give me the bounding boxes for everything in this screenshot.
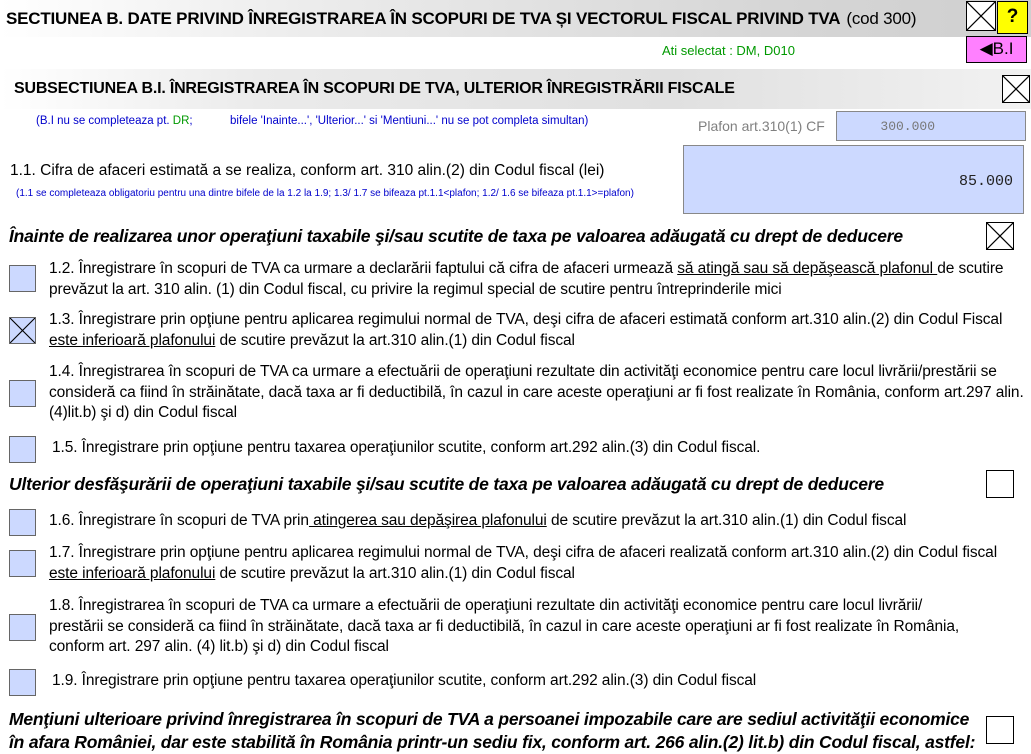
item-1-8-text: 1.8. Înregistrarea în scopuri de TVA ca urmare a efectuării de operaţiuni rezultate din activităţi economice pentru care locul livrării/ prestării se consideră ca fiind în străinătate, dacă taxa ar fi deductibilă, în cazul in care aceste operaţiuni ar fi fost realizate în România, conform art. 297 alin. (4) lit.b) şi d) din Codul fiscal bbox=[49, 597, 960, 655]
ulterior-checkbox[interactable] bbox=[986, 470, 1014, 498]
subsection-title: SUBSECTIUNEA B.I. ÎNREGISTRAREA ÎN SCOPURI DE TVA, ULTERIOR ÎNREGISTRĂRII FISCALE bbox=[14, 80, 735, 97]
item-1-3-text: 1.3. Înregistrare prin opţiune pentru aplicarea regimului normal de TVA, deşi cifra de afaceri estimată conform art.310 alin.(2) din Codul Fiscal este inferioară plafonului de scutire prevăzut la art.310 alin.(1) din Codul fiscal bbox=[49, 311, 1003, 349]
x-mark-icon bbox=[1003, 76, 1029, 102]
heading-inainte: Înainte de realizarea unor operaţiuni taxabile şi/sau scutite de taxa pe valoarea adăugată cu drept de deducere bbox=[9, 226, 903, 246]
x-mark-icon bbox=[10, 318, 35, 343]
x-mark-icon bbox=[987, 223, 1013, 249]
q11-label: 1.1. Cifra de afaceri estimată a se realiza, conform art. 310 alin.(2) din Codul fiscal (lei) bbox=[10, 162, 605, 179]
help-button[interactable]: ? bbox=[997, 1, 1028, 34]
checkbox-1-8[interactable] bbox=[9, 614, 36, 641]
plafon-field: 300.000 bbox=[836, 111, 1026, 141]
checkbox-1-6[interactable] bbox=[9, 509, 36, 536]
section-code: (cod 300) bbox=[846, 9, 917, 28]
dr-note: (B.I nu se completeaza pt. DR; bbox=[36, 115, 193, 127]
selected-info: Ati selectat : DM, D010 bbox=[662, 43, 795, 58]
section-close-checkbox[interactable] bbox=[966, 1, 996, 31]
checkbox-1-7[interactable] bbox=[9, 550, 36, 577]
checkbox-1-9[interactable] bbox=[9, 669, 36, 696]
item-1-7-text: 1.7. Înregistrare prin opţiune pentru aplicarea regimului normal de TVA, deşi cifra de afaceri realizată conform art.310 alin.(2) din Codul fiscal este inferioară plafonului de scutire prevăzut la art.310 alin.(1) din Codul fiscal bbox=[49, 544, 998, 582]
plafon-label: Plafon art.310(1) CF bbox=[698, 118, 825, 134]
cifra-afaceri-input[interactable]: 85.000 bbox=[683, 145, 1024, 214]
inainte-checkbox[interactable] bbox=[986, 222, 1014, 250]
checkbox-1-5[interactable] bbox=[9, 436, 36, 463]
section-title: SECTIUNEA B. DATE PRIVIND ÎNREGISTRAREA ÎN SCOPURI DE TVA ȘI VECTORUL FISCAL PRIVIND TVA (cod 300) bbox=[6, 9, 917, 28]
heading-mentiuni: Menţiuni ulterioare privind înregistrarea în scopuri de TVA a persoanei impozabile care are sediul activităţii economice în afara României, dar este stabilită în România printr-un sediu fix, conform art. 266 alin.(2) lit.b) din Codul fiscal, astfel: bbox=[9, 709, 976, 752]
mentiuni-checkbox[interactable] bbox=[986, 716, 1014, 744]
bifele-note: bifele 'Inainte...', 'Ulterior...' si 'Mentiuni...' nu se pot completa simultan) bbox=[230, 115, 589, 127]
item-1-2-text: 1.2. Înregistrare în scopuri de TVA ca urmare a declarării faptului că cifra de afaceri urmează să atingă sau să depăşească plafonul de scutire prevăzut la art. 310 alin. (1) din Codul fiscal, cu privire la regimul special de scutire pentru întreprinderile mici bbox=[49, 260, 1004, 298]
x-mark-icon bbox=[967, 2, 995, 30]
checkbox-1-4[interactable] bbox=[9, 380, 36, 407]
item-1-6-text: 1.6. Înregistrare în scopuri de TVA prin atingerea sau depăşirea plafonului de scutire prevăzut la art.310 alin.(1) din Codul fiscal bbox=[49, 512, 907, 529]
bi-nav-button[interactable]: ◀B.I bbox=[966, 36, 1027, 63]
heading-ulterior: Ulterior desfăşurării de operaţiuni taxabile şi/sau scutite de taxa pe valoarea adăugată cu drept de deducere bbox=[9, 474, 884, 494]
q11-note: (1.1 se completeaza obligatoriu pentru una dintre bifele de la 1.2 la 1.9; 1.3/ 1.7 se bifeaza pt.1.1<plafon; 1.2/ 1.6 se bifeaza pt.1.1>=plafon) bbox=[16, 188, 634, 199]
item-1-5-text: 1.5. Înregistrare prin opţiune pentru taxarea operaţiunilor scutite, conform art.292 alin.(3) din Codul fiscal. bbox=[52, 439, 761, 456]
subsection-checkbox[interactable] bbox=[1002, 75, 1030, 103]
checkbox-1-2[interactable] bbox=[9, 265, 36, 292]
item-1-9-text: 1.9. Înregistrare prin opţiune pentru taxarea operaţiunilor scutite, conform art.292 alin.(3) din Codul fiscal bbox=[52, 672, 757, 689]
checkbox-1-3[interactable] bbox=[9, 317, 36, 344]
item-1-4-text: 1.4. Înregistrarea în scopuri de TVA ca urmare a efectuării de operaţiuni rezultate din activităţi economice pentru care locul livrării/prestării se consideră ca fiind în străinătate, dacă taxa ar fi deductibilă, în cazul in care aceste operaţiuni ar fi fost realizate în România, conform art.297 alin. (4)lit.b) şi d) din Codul fiscal bbox=[49, 363, 1024, 421]
